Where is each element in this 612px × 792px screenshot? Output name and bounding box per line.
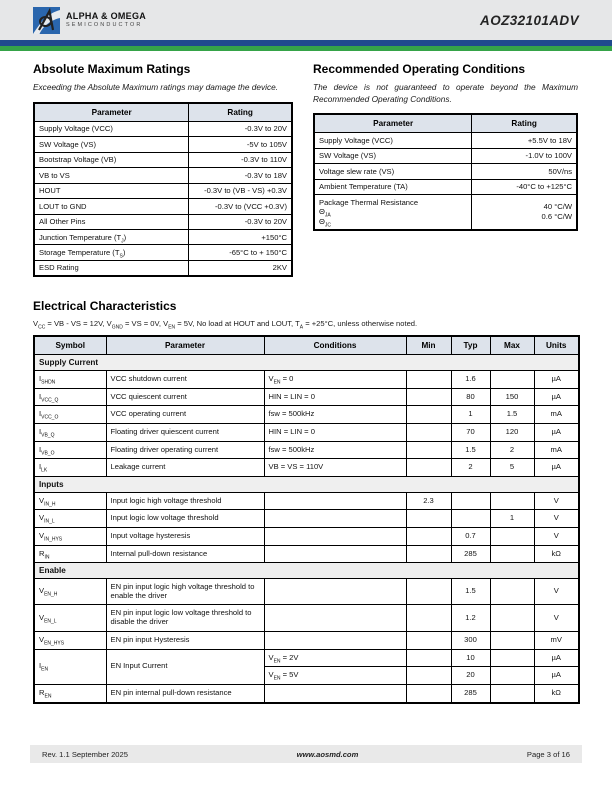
table-row [34,684,579,702]
symbol-cell: $I_{SHDN}$ [34,370,106,388]
abs-max-table [33,102,293,278]
rating-cell: -40°C to +125°C [472,179,577,194]
conditions-cell: $V_{EN} = 5V$ [264,667,406,685]
max-cell [490,370,534,388]
section-header-row [34,563,579,578]
parameter-cell: Floating driver quiescent current [106,424,264,442]
section-label: Inputs [34,477,579,492]
subscript: EN [44,693,52,700]
conditions-cell [264,510,406,528]
parameter-cell: Leakage current [106,459,264,477]
column-header-rating: Rating [472,114,577,133]
parameter-cell: Input voltage hysteresis [106,528,264,546]
table-row [34,406,579,424]
table-header-row [34,103,292,122]
parameter-cell: Supply Voltage (VCC) [34,121,189,136]
typ-cell: 0.7 [451,528,490,546]
table-row [34,510,579,528]
section-recommended-operating-conditions [313,62,578,277]
section-label: Enable [34,563,579,578]
conditions-cell: $V_{EN} = 2V$ [264,649,406,667]
table-row [34,492,579,510]
rec-op-table [313,113,578,230]
table-row [34,528,579,546]
symbol-cell: $I_{VCC\_Q}$ [34,388,106,406]
table-row [314,164,577,179]
subscript: EN_H [44,591,58,598]
subscript: EN_L [44,618,57,625]
typ-cell: 2 [451,459,490,477]
abs-max-title: Absolute Maximum Ratings [33,62,191,76]
table-row [34,649,579,667]
column-header-min: Min [406,336,451,355]
max-cell: 1.5 [490,406,534,424]
aos-logo-icon [33,7,60,34]
section-header-row [34,355,579,370]
parameter-cell: Internal pull-down resistance [106,545,264,563]
parameter-cell: EN pin input logic high voltage threshold to enable the driver [106,578,264,604]
units-cell: V [534,492,579,510]
table-row [314,148,577,163]
subscript: EN [168,324,176,331]
column-header-conditions: Conditions [264,336,406,355]
subscript: EN [273,675,281,682]
min-cell [406,667,451,685]
typ-cell [451,492,490,510]
parameter-cell: SW Voltage (VS) [34,137,189,152]
rating-cell: 40 °C/W 0.6 °C/W [472,195,577,230]
subscript: GND [111,324,123,331]
units-cell: mV [534,631,579,649]
table-row [34,424,579,442]
conditions-cell: HIN = LIN = 0 [264,388,406,406]
rating-cell: -0.3V to (VB - VS) +0.3V [189,183,292,198]
conditions-cell [264,545,406,563]
table-row [34,605,579,631]
symbol-cell: $R_{EN}$ [34,684,106,702]
parameter-cell: EN pin internal pull-down resistance [106,684,264,702]
min-cell [406,424,451,442]
max-cell [490,631,534,649]
column-header-typ: Typ [451,336,490,355]
parameter-cell: ESD Rating [34,260,189,276]
symbol-cell: $I_{LK}$ [34,459,106,477]
parameter-cell: HOUT [34,183,189,198]
column-header-symbol: Symbol [34,336,106,355]
units-cell: V [534,528,579,546]
typ-cell: 285 [451,684,490,702]
brand-text [66,12,146,29]
subscript: SHDN [41,379,56,386]
subscript: IN_L [44,518,55,525]
table-row [34,578,579,604]
subscript: IN_HYS [44,536,63,543]
parameter-cell: Supply Voltage (VCC) [314,133,472,148]
min-cell [406,459,451,477]
min-cell [406,441,451,459]
subscript: JA [324,212,331,219]
typ-cell: 20 [451,667,490,685]
rating-cell: -1.0V to 100V [472,148,577,163]
min-cell [406,406,451,424]
min-cell [406,528,451,546]
revision-text: Rev. 1.1 September 2025 [42,749,128,759]
column-header-units: Units [534,336,579,355]
table-header-row [314,114,577,133]
subscript: CC [38,324,46,331]
max-cell [490,605,534,631]
conditions-cell: $V_{EN} = 0$ [264,370,406,388]
table-row [34,631,579,649]
table-row [314,195,577,230]
conditions-cell: VB = VS = 110V [264,459,406,477]
brand-subtitle: SEMICONDUCTOR [66,22,143,29]
parameter-cell: VB to VS [34,168,189,183]
max-cell [490,684,534,702]
rating-cell: -0.3V to (VCC +0.3V) [189,199,292,214]
min-cell [406,370,451,388]
units-cell: mA [534,441,579,459]
parameter-cell: Ambient Temperature (TA) [314,179,472,194]
table-row [34,214,292,229]
parameter-cell: Storage Temperature $(T_S)$ [34,245,189,260]
typ-cell: 1.6 [451,370,490,388]
table-row [34,260,292,276]
rating-cell: -0.3V to 20V [189,121,292,136]
rating-cell: +5.5V to 18V [472,133,577,148]
rating-cell: -0.3V to 20V [189,214,292,229]
column-header-parameter: Parameter [34,103,189,122]
symbol-cell: $V_{EN\_H}$ [34,578,106,604]
parameter-cell: EN pin input Hysteresis [106,631,264,649]
table-row [34,137,292,152]
table-row [314,179,577,194]
symbol-cell: $R_{IN}$ [34,545,106,563]
symbol-cell: $I_{EN}$ [34,649,106,684]
page-number: Page 3 of 16 [526,749,570,759]
units-cell: µA [534,667,579,685]
symbol-cell: $V_{EN\_HYS}$ [34,631,106,649]
subscript: EN [273,658,281,665]
rec-op-title: Recommended Operating Conditions [313,62,526,76]
max-cell [490,649,534,667]
parameter-cell: EN pin input logic low voltage threshold to disable the driver [106,605,264,631]
table-row [34,168,292,183]
max-cell [490,545,534,563]
table-row [34,245,292,260]
units-cell: µA [534,459,579,477]
parameter-cell: Floating driver operating current [106,441,264,459]
min-cell [406,578,451,604]
units-cell: µA [534,388,579,406]
typ-cell: 1 [451,406,490,424]
symbol-cell: $I_{VB\_O}$ [34,441,106,459]
parameter-cell: EN Input Current [106,649,264,684]
units-cell: kΩ [534,684,579,702]
min-cell [406,510,451,528]
table-header-row [34,336,579,355]
symbol-cell: $V_{EN\_L}$ [34,605,106,631]
conditions-cell [264,605,406,631]
parameter-cell: VCC quiescent current [106,388,264,406]
parameter-cell: Package Thermal Resistance $\Theta_{JA}$ $\Theta_{JC}$ [314,195,472,230]
max-cell: 120 [490,424,534,442]
page-content [0,51,612,704]
min-cell [406,605,451,631]
subscript: S [119,253,123,260]
symbol-cell: $I_{VB\_Q}$ [34,424,106,442]
conditions-cell: fsw = 500kHz [264,406,406,424]
min-cell [406,545,451,563]
rating-cell: +150°C [189,230,292,245]
subscript: IN_H [44,501,56,508]
min-cell [406,649,451,667]
subscript: EN [41,666,49,673]
table-row [34,388,579,406]
units-cell: V [534,605,579,631]
section-electrical-characteristics [33,299,578,703]
min-cell [406,684,451,702]
parameter-cell: Voltage slew rate (VS) [314,164,472,179]
abs-max-note: Exceeding the Absolute Maximum ratings may damage the device. [33,82,279,92]
rating-cell: -65°C to + 150°C [189,245,292,260]
typ-cell: 1.5 [451,578,490,604]
conditions-cell [264,528,406,546]
typ-cell: 300 [451,631,490,649]
conditions-cell [264,578,406,604]
parameter-cell: SW Voltage (VS) [314,148,472,163]
table-row [34,459,579,477]
table-row [34,230,292,245]
page-header [0,0,612,40]
max-cell: 150 [490,388,534,406]
table-row [34,121,292,136]
subscript: EN [273,379,281,386]
parameter-cell: LOUT to GND [34,199,189,214]
column-header-parameter: Parameter [106,336,264,355]
max-cell: 5 [490,459,534,477]
table-row [34,183,292,198]
symbol-cell: $V_{IN\_H}$ [34,492,106,510]
rec-op-note: The device is not guaranteed to operate beyond the Maximum Recommended Operating Conditions. [313,82,578,104]
subscript: IN [44,554,50,561]
typ-cell: 1.2 [451,605,490,631]
typ-cell: 80 [451,388,490,406]
rating-cell: -0.3V to 18V [189,168,292,183]
section-absolute-maximum-ratings [33,62,293,277]
parameter-cell: Bootstrap Voltage (VB) [34,152,189,167]
subscript: VB_O [41,450,55,457]
column-header-parameter: Parameter [314,114,472,133]
units-cell: V [534,578,579,604]
typ-cell: 1.5 [451,441,490,459]
subscript: EN_HYS [44,640,65,647]
conditions-cell [264,684,406,702]
brand-name: ALPHA & OMEGA [66,10,147,21]
elec-title: Electrical Characteristics [33,299,177,314]
units-cell: kΩ [534,545,579,563]
electrical-characteristics-table [33,335,580,703]
rating-cell: -0.3V to 110V [189,152,292,167]
max-cell [490,492,534,510]
units-cell: mA [534,406,579,424]
subscript: A [299,324,304,331]
max-cell [490,667,534,685]
units-cell: µA [534,424,579,442]
brand [33,7,146,34]
subscript: JC [324,222,332,229]
rating-cell: -5V to 105V [189,137,292,152]
subscript: LK [41,467,48,474]
rating-cell: 50V/ns [472,164,577,179]
max-cell [490,578,534,604]
subscript: VCC_O [41,414,59,421]
parameter-cell: VCC operating current [106,406,264,424]
parameter-cell: VCC shutdown current [106,370,264,388]
website-url: www.aosmd.com [296,749,359,759]
conditions-cell [264,492,406,510]
parameter-cell: Junction Temperature $(T_J)$ [34,230,189,245]
table-row [34,370,579,388]
test-conditions-note: $V_{CC}$ = VB - VS = 12V, $V_{GND}$ = VS = 0V, $V_{EN} = 5V$, No load at HOUT and LOUT, $T_A = +25^\circ C$, unless otherwise noted. [33,319,418,331]
min-cell: 2.3 [406,492,451,510]
conditions-cell: HIN = LIN = 0 [264,424,406,442]
column-header-max: Max [490,336,534,355]
subscript: VCC_Q [41,397,59,404]
table-row [34,441,579,459]
ratings-columns [33,62,578,277]
table-row [314,133,577,148]
typ-cell: 285 [451,545,490,563]
symbol-cell: $I_{VCC\_O}$ [34,406,106,424]
typ-cell: 10 [451,649,490,667]
parameter-cell: Input logic high voltage threshold [106,492,264,510]
table-row [34,152,292,167]
subscript: J [121,238,124,245]
typ-cell: 70 [451,424,490,442]
page-footer [30,745,582,763]
units-cell: V [534,510,579,528]
parameter-cell: Input logic low voltage threshold [106,510,264,528]
conditions-cell: fsw = 500kHz [264,441,406,459]
parameter-cell: All Other Pins [34,214,189,229]
conditions-cell [264,631,406,649]
section-header-row [34,477,579,492]
max-cell: 2 [490,441,534,459]
max-cell: 1 [490,510,534,528]
section-label: Supply Current [34,355,579,370]
rating-cell: 2KV [189,260,292,276]
table-row [34,199,292,214]
symbol-cell: $V_{IN\_L}$ [34,510,106,528]
part-number: AOZ32101ADV [480,12,579,28]
symbol-cell: $V_{IN\_HYS}$ [34,528,106,546]
min-cell [406,388,451,406]
max-cell [490,528,534,546]
units-cell: µA [534,370,579,388]
units-cell: µA [534,649,579,667]
column-header-rating: Rating [189,103,292,122]
table-row [34,545,579,563]
typ-cell [451,510,490,528]
min-cell [406,631,451,649]
subscript: VB_Q [41,432,55,439]
